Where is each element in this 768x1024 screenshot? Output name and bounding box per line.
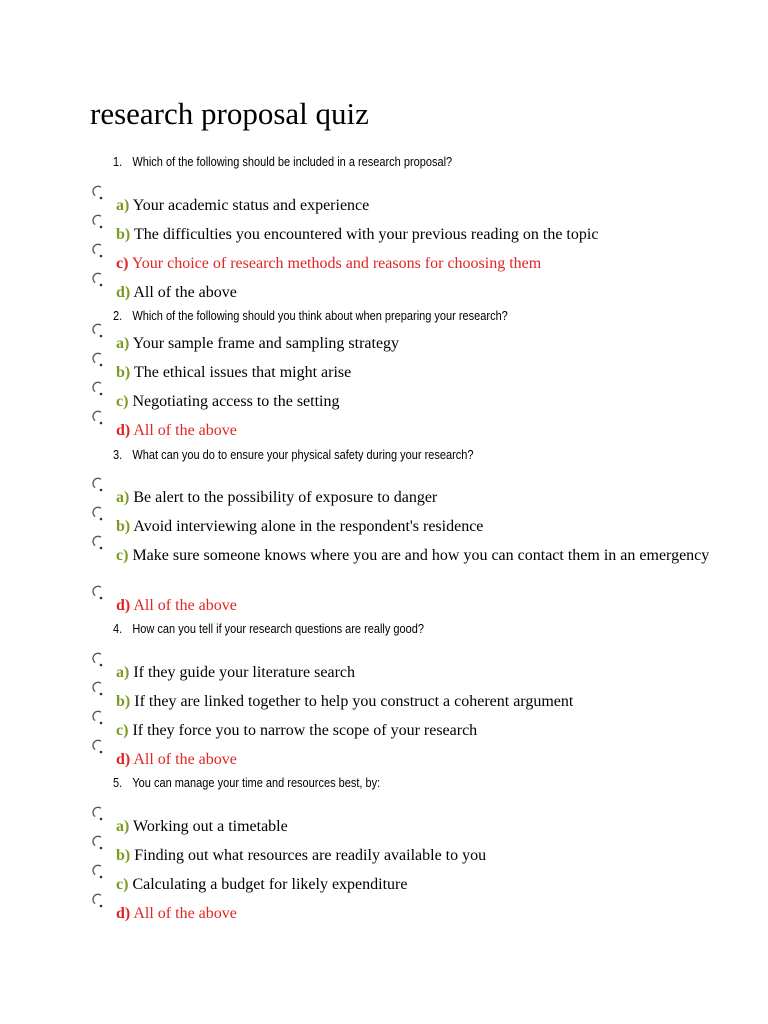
question-number: 5. — [113, 776, 123, 790]
question-text: What can you do to ensure your physical safety during your research? — [132, 448, 474, 462]
option-1-a[interactable] — [90, 195, 710, 216]
option-letter: d) — [116, 422, 131, 439]
option-letter: b) — [116, 518, 131, 535]
question-4 — [113, 621, 424, 637]
radio-button-icon[interactable] — [90, 380, 104, 396]
option-letter: c) — [116, 255, 129, 272]
option-letter: a) — [116, 818, 130, 835]
radio-button-icon[interactable] — [90, 709, 104, 725]
question-1 — [113, 154, 452, 170]
option-text: Negotiating access to the setting — [132, 393, 340, 410]
option-3-b[interactable] — [90, 516, 710, 537]
option-letter: c) — [116, 547, 129, 564]
option-text: Finding out what resources are readily available to you — [134, 847, 487, 864]
option-3-d[interactable] — [90, 595, 710, 616]
question-text: How can you tell if your research questions are really good? — [132, 622, 425, 636]
option-text: Make sure someone knows where you are and how you can contact them in an emergency — [132, 547, 710, 564]
option-letter: b) — [116, 847, 131, 864]
question-number: 1. — [113, 155, 123, 169]
radio-button-icon[interactable] — [90, 242, 104, 258]
option-text: The difficulties you encountered with your previous reading on the topic — [133, 226, 599, 243]
question-text: You can manage your time and resources best, by: — [132, 776, 381, 790]
radio-button-icon[interactable] — [90, 271, 104, 287]
option-5-d[interactable] — [90, 903, 710, 924]
page-title: research proposal quiz — [90, 96, 369, 131]
question-2 — [113, 308, 508, 324]
option-text: All of the above — [133, 422, 237, 439]
question-3 — [113, 447, 474, 463]
option-text: Avoid interviewing alone in the respondent's residence — [133, 518, 484, 535]
option-text: All of the above — [133, 751, 237, 768]
option-5-b[interactable] — [90, 845, 710, 866]
option-2-d[interactable] — [90, 420, 710, 441]
radio-button-icon[interactable] — [90, 476, 104, 492]
option-4-c[interactable] — [90, 720, 710, 741]
option-letter: c) — [116, 876, 129, 893]
question-5 — [113, 775, 380, 791]
option-5-a[interactable] — [90, 816, 710, 837]
radio-button-icon[interactable] — [90, 409, 104, 425]
option-text: All of the above — [133, 284, 237, 301]
option-4-a[interactable] — [90, 662, 710, 683]
radio-button-icon[interactable] — [90, 680, 104, 696]
option-text: All of the above — [133, 905, 237, 922]
option-2-c[interactable] — [90, 391, 710, 412]
option-letter: d) — [116, 905, 131, 922]
option-letter: b) — [116, 693, 131, 710]
option-1-d[interactable] — [90, 282, 710, 303]
question-number: 3. — [113, 448, 123, 462]
option-1-b[interactable] — [90, 224, 710, 245]
option-text: If they are linked together to help you construct a coherent argument — [134, 693, 574, 710]
radio-button-icon[interactable] — [90, 892, 104, 908]
option-text: Your choice of research methods and reasons for choosing them — [131, 255, 542, 272]
option-4-d[interactable] — [90, 749, 710, 770]
radio-button-icon[interactable] — [90, 351, 104, 367]
option-text: If they guide your literature search — [133, 664, 356, 681]
option-text: All of the above — [133, 597, 237, 614]
question-number: 4. — [113, 622, 123, 636]
radio-button-icon[interactable] — [90, 834, 104, 850]
option-letter: a) — [116, 335, 130, 352]
radio-button-icon[interactable] — [90, 651, 104, 667]
question-number: 2. — [113, 309, 123, 323]
option-3-c[interactable] — [90, 545, 710, 566]
radio-button-icon[interactable] — [90, 505, 104, 521]
radio-button-icon[interactable] — [90, 584, 104, 600]
option-letter: b) — [116, 364, 131, 381]
radio-button-icon[interactable] — [90, 213, 104, 229]
option-1-c[interactable] — [90, 253, 710, 274]
option-text: The ethical issues that might arise — [133, 364, 352, 381]
radio-button-icon[interactable] — [90, 805, 104, 821]
radio-button-icon[interactable] — [90, 322, 104, 338]
option-text: Working out a timetable — [133, 818, 288, 835]
option-2-a[interactable] — [90, 333, 710, 354]
option-2-b[interactable] — [90, 362, 710, 383]
radio-button-icon[interactable] — [90, 184, 104, 200]
option-letter: a) — [116, 489, 130, 506]
option-letter: a) — [116, 197, 130, 214]
option-text: If they force you to narrow the scope of your research — [132, 722, 478, 739]
option-letter: a) — [116, 664, 130, 681]
radio-button-icon[interactable] — [90, 863, 104, 879]
radio-button-icon[interactable] — [90, 738, 104, 754]
question-text: Which of the following should you think about when preparing your research? — [132, 309, 508, 323]
option-letter: b) — [116, 226, 131, 243]
option-letter: c) — [116, 722, 129, 739]
option-letter: d) — [116, 284, 131, 301]
radio-button-icon[interactable] — [90, 534, 104, 550]
option-4-b[interactable] — [90, 691, 710, 712]
option-text: Calculating a budget for likely expenditure — [132, 876, 408, 893]
option-3-a[interactable] — [90, 487, 710, 508]
option-5-c[interactable] — [90, 874, 710, 895]
option-letter: d) — [116, 751, 131, 768]
option-text: Your sample frame and sampling strategy — [132, 335, 400, 352]
option-text: Be alert to the possibility of exposure to danger — [133, 489, 438, 506]
option-text: Your academic status and experience — [132, 197, 370, 214]
question-text: Which of the following should be included in a research proposal? — [132, 155, 453, 169]
option-letter: d) — [116, 597, 131, 614]
option-letter: c) — [116, 393, 129, 410]
